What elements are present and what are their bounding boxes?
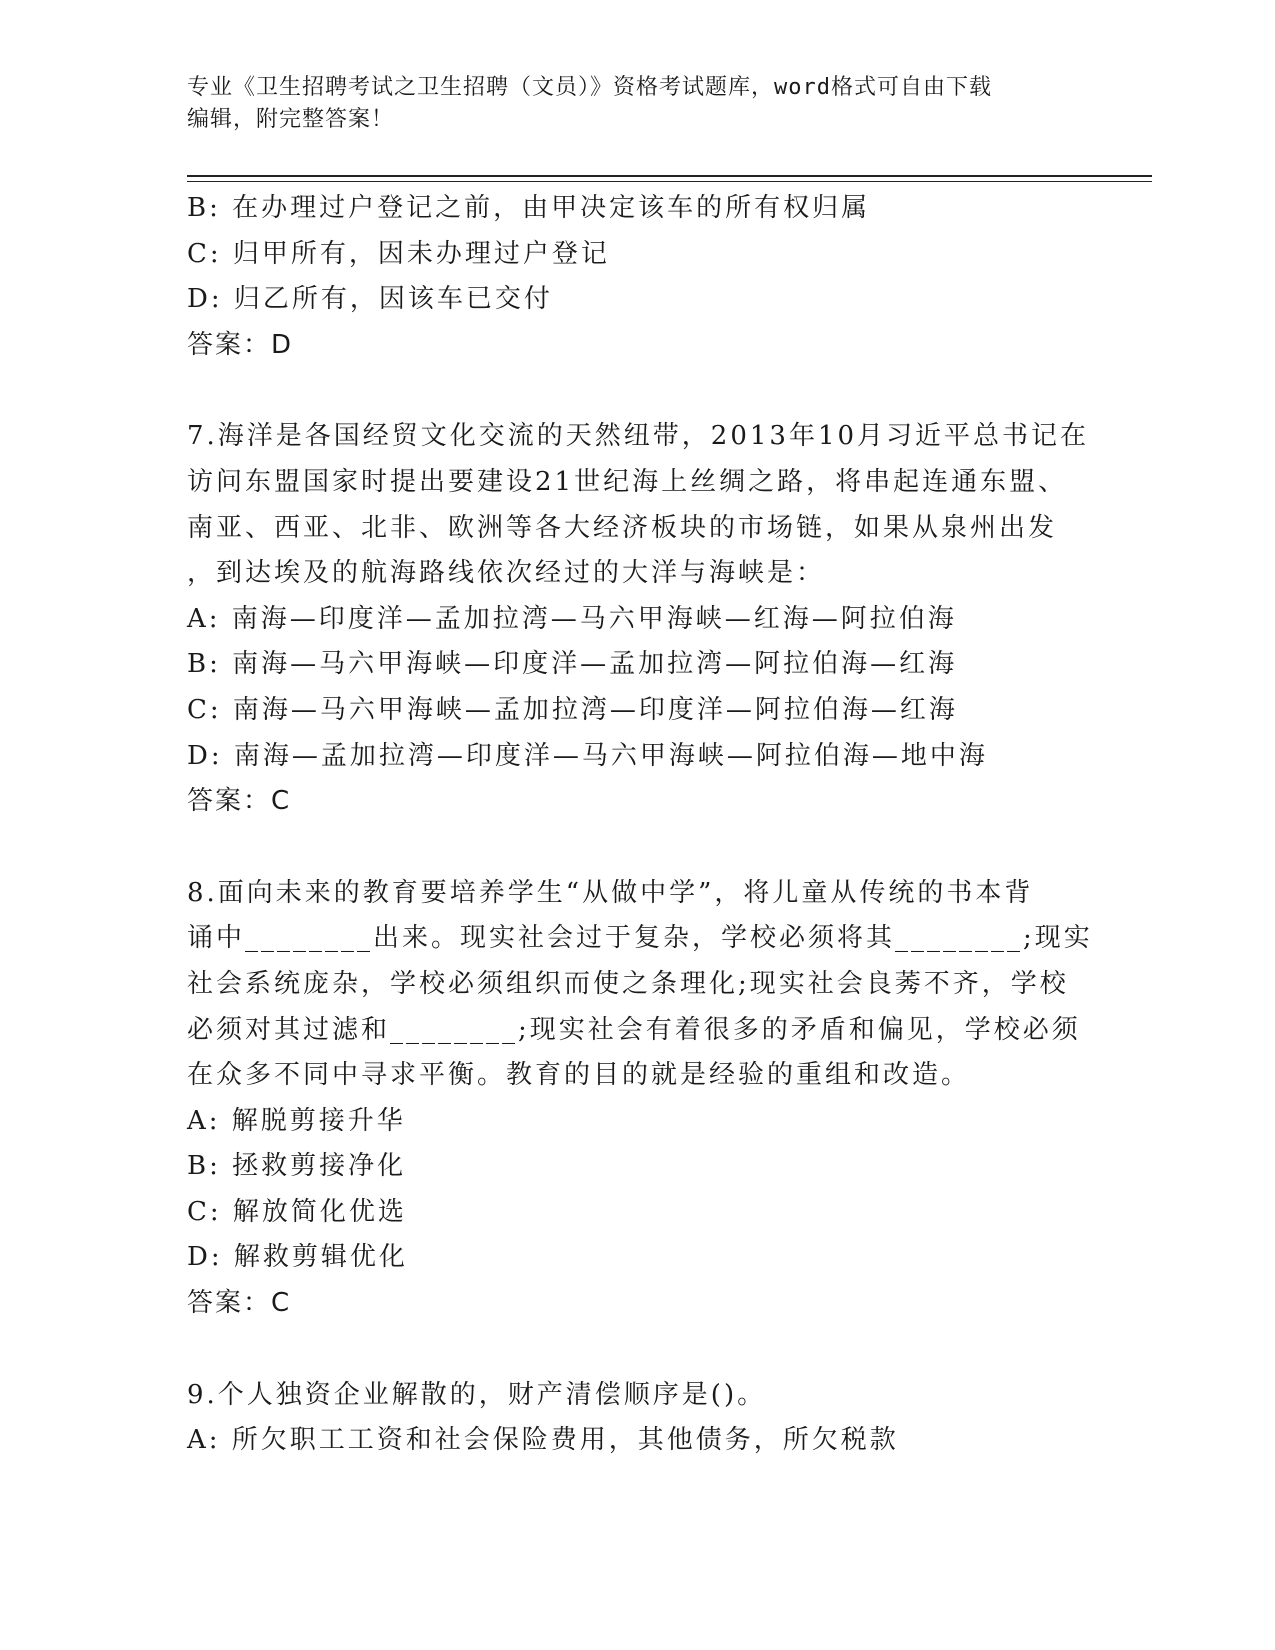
option-c: C: 南海—马六甲海峡—孟加拉湾—印度洋—阿拉伯海—红海	[187, 694, 958, 725]
question-stem-line: 社会系统庞杂，学校必须组织而使之条理化;现实社会良莠不齐，学校	[187, 968, 1069, 999]
question-stem-line: 9.个人独资企业解散的，财产清偿顺序是()。	[187, 1379, 767, 1410]
question-9	[187, 1373, 1087, 1464]
question-stem-line: ，到达埃及的航海路线依次经过的大洋与海峡是：	[187, 558, 826, 589]
option-b: B: 在办理过户登记之前，由甲决定该车的所有权归属	[187, 193, 871, 223]
question-stem-line: 在众多不同中寻求平衡。教育的目的就是经验的重组和改造。	[187, 1060, 971, 1091]
question-7	[187, 414, 1090, 824]
option-d: D: 解救剪辑优化	[187, 1242, 408, 1273]
question-stem-line: 7.海洋是各国经贸文化交流的天然纽带，2013年10月习近平总书记在	[187, 421, 1090, 452]
option-c: C: 解放简化优选	[187, 1196, 407, 1227]
question-6-remainder	[187, 186, 1087, 368]
question-8	[187, 871, 1093, 1327]
question-stem-line: 必须对其过滤和________;现实社会有着很多的矛盾和偏见，学校必须	[187, 1014, 1081, 1045]
option-b: B: 拯救剪接净化	[187, 1151, 407, 1182]
document-body	[187, 186, 1093, 1464]
option-a: A: 解脱剪接升华	[187, 1105, 406, 1136]
answer: 答案：C	[187, 786, 292, 817]
header-line-1: 专业《卫生招聘考试之卫生招聘（文员）》资格考试题库，word格式可自由下载	[187, 75, 992, 100]
option-a: A: 南海—印度洋—孟加拉湾—马六甲海峡—红海—阿拉伯海	[187, 603, 957, 634]
header-rule-thin	[187, 181, 1152, 182]
question-stem-line: 访问东盟国家时提出要建设21世纪海上丝绸之路，将串起连通东盟、	[187, 466, 1068, 497]
question-stem-line: 南亚、西亚、北非、欧洲等各大经济板块的市场链，如果从泉州出发	[187, 512, 1058, 543]
answer: 答案：D	[187, 329, 294, 360]
option-c: C: 归甲所有，因未办理过户登记	[187, 238, 610, 269]
option-d: D: 归乙所有，因该车已交付	[187, 284, 553, 315]
option-a: A: 所欠职工工资和社会保险费用，其他债务，所欠税款	[187, 1425, 899, 1456]
option-b: B: 南海—马六甲海峡—印度洋—孟加拉湾—阿拉伯海—红海	[187, 649, 958, 680]
header-line-2: 编辑，附完整答案！	[187, 107, 395, 132]
option-d: D: 南海—孟加拉湾—印度洋—马六甲海峡—阿拉伯海—地中海	[187, 740, 988, 771]
question-stem-line: 8.面向未来的教育要培养学生“从做中学”，将儿童从传统的书本背	[187, 877, 1034, 908]
question-stem-line: 诵中________出来。现实社会过于复杂，学校必须将其________;现实	[187, 923, 1093, 954]
answer: 答案：C	[187, 1288, 292, 1319]
header-rule-thick	[187, 175, 1152, 177]
document-header	[187, 72, 1087, 136]
